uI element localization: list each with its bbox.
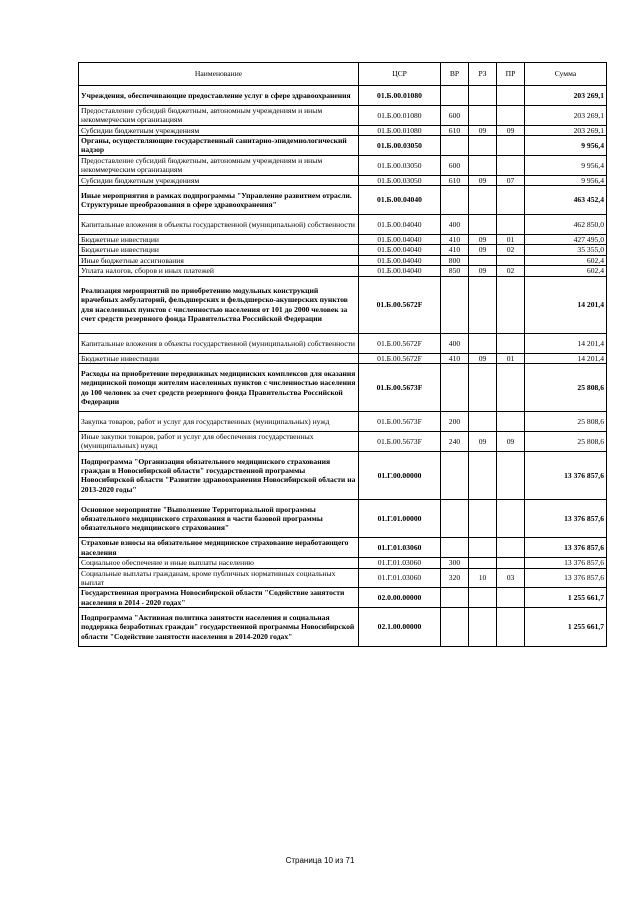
row-name: Бюджетные инвестиции (79, 245, 359, 255)
table-row (79, 175, 607, 185)
row-rz (469, 608, 497, 647)
row-pr (497, 499, 525, 538)
row-vr: 320 (441, 568, 469, 588)
row-vr (441, 186, 469, 215)
row-sum: 602,4 (525, 255, 607, 265)
row-csr: 01.Б.00.04040 (359, 266, 441, 276)
row-vr: 410 (441, 235, 469, 245)
table-row (79, 235, 607, 245)
row-rz (469, 255, 497, 265)
row-name: Уплата налогов, сборов и иных платежей (79, 266, 359, 276)
row-sum: 427 495,0 (525, 235, 607, 245)
row-vr: 850 (441, 266, 469, 276)
header-rz: РЗ (469, 63, 497, 86)
row-rz (469, 136, 497, 156)
table-row (79, 588, 607, 608)
row-pr (497, 334, 525, 354)
row-rz: 09 (469, 266, 497, 276)
row-sum: 14 201,4 (525, 276, 607, 333)
row-vr: 400 (441, 334, 469, 354)
row-vr: 200 (441, 412, 469, 432)
row-vr (441, 499, 469, 538)
row-rz (469, 499, 497, 538)
row-pr (497, 86, 525, 106)
row-rz: 10 (469, 568, 497, 588)
row-pr (497, 364, 525, 412)
row-vr: 600 (441, 105, 469, 125)
row-sum: 1 255 661,7 (525, 608, 607, 647)
row-rz (469, 451, 497, 499)
row-rz (469, 155, 497, 175)
header-sum: Сумма (525, 63, 607, 86)
row-name: Расходы на приобретение передвижных медицинских комплексов для оказания медицинской помощи жителям населенных пунктов с численностью населения до 100 человек за счет средств резервного фонда Правительства Российской Федерации (79, 364, 359, 412)
row-csr: 01.Б.00.04040 (359, 255, 441, 265)
row-name: Закупка товаров, работ и услуг для государственных (муниципальных) нужд (79, 412, 359, 432)
table-header-row (79, 63, 607, 86)
row-rz (469, 276, 497, 333)
row-csr: 01.Б.00.04040 (359, 186, 441, 215)
row-pr: 03 (497, 568, 525, 588)
row-sum: 14 201,4 (525, 353, 607, 363)
row-name: Подпрограмма "Активная политика занятости населения и социальная поддержка безработных граждан" государственной программы Новосибирской области "Содействие занятости населения в 2014-2020 годах" (79, 608, 359, 647)
row-name: Бюджетные инвестиции (79, 235, 359, 245)
row-csr: 01.Г.01.03060 (359, 568, 441, 588)
table-row (79, 334, 607, 354)
page-number: Страница 10 из 71 (285, 856, 355, 865)
row-rz (469, 186, 497, 215)
row-name: Страховые взносы на обязательное медицинское страхование неработающего населения (79, 538, 359, 558)
row-sum: 9 956,4 (525, 175, 607, 185)
row-sum: 35 355,0 (525, 245, 607, 255)
row-csr: 01.Б.00.5672F (359, 353, 441, 363)
row-sum: 13 376 857,6 (525, 568, 607, 588)
table-row (79, 136, 607, 156)
row-rz: 09 (469, 245, 497, 255)
row-sum: 13 376 857,6 (525, 538, 607, 558)
row-name: Предоставление субсидий бюджетным, автономным учреждениям и иным некоммерческим организациям (79, 105, 359, 125)
row-rz (469, 334, 497, 354)
row-vr: 240 (441, 432, 469, 452)
row-vr (441, 86, 469, 106)
row-name: Предоставление субсидий бюджетным, автономным учреждениям и иным некоммерческим организациям (79, 155, 359, 175)
row-sum: 203 269,1 (525, 105, 607, 125)
header-csr: ЦСР (359, 63, 441, 86)
row-name: Капитальные вложения в объекты государственной (муниципальной) собственности (79, 334, 359, 354)
row-sum: 13 376 857,6 (525, 558, 607, 568)
row-pr (497, 155, 525, 175)
table-row (79, 276, 607, 333)
table-row (79, 255, 607, 265)
row-csr: 01.Б.00.04040 (359, 245, 441, 255)
row-name: Государственная программа Новосибирской области "Содействие занятости населения в 2014 - 2020 годах" (79, 588, 359, 608)
row-sum: 25 808,6 (525, 412, 607, 432)
row-sum: 25 808,6 (525, 432, 607, 452)
row-sum: 1 255 661,7 (525, 588, 607, 608)
row-pr (497, 538, 525, 558)
table-body (79, 86, 607, 647)
row-vr: 800 (441, 255, 469, 265)
row-csr: 01.Г.01.00000 (359, 499, 441, 538)
row-csr: 02.0.00.00000 (359, 588, 441, 608)
row-vr: 600 (441, 155, 469, 175)
row-sum: 13 376 857,6 (525, 499, 607, 538)
row-name: Социальное обеспечение и иные выплаты населению (79, 558, 359, 568)
row-csr: 01.Б.00.01080 (359, 125, 441, 135)
row-name: Иные закупки товаров, работ и услуг для обеспечения государственных (муниципальных) нужд (79, 432, 359, 452)
row-rz (469, 364, 497, 412)
table-row (79, 353, 607, 363)
row-sum: 203 269,1 (525, 125, 607, 135)
table-row (79, 105, 607, 125)
row-name: Основное мероприятие "Выполнение Территориальной программы обязательного медицинского страхования в части базовой программы обязательного медицинского страхования" (79, 499, 359, 538)
row-pr: 02 (497, 245, 525, 255)
row-csr: 01.Г.01.03060 (359, 538, 441, 558)
row-sum: 9 956,4 (525, 136, 607, 156)
row-name: Иные мероприятия в рамках подпрограммы "Управление развитием отрасли. Структурные преобразования в сфере здравоохранения" (79, 186, 359, 215)
row-sum: 25 808,6 (525, 364, 607, 412)
table-row (79, 608, 607, 647)
row-sum: 9 956,4 (525, 155, 607, 175)
row-rz: 09 (469, 175, 497, 185)
row-csr: 01.Б.00.5673F (359, 364, 441, 412)
table-row (79, 432, 607, 452)
row-name: Иные бюджетные ассигнования (79, 255, 359, 265)
table-row (79, 499, 607, 538)
row-csr: 01.Б.00.03050 (359, 136, 441, 156)
row-csr: 01.Б.00.03050 (359, 155, 441, 175)
header-pr: ПР (497, 63, 525, 86)
table-row (79, 266, 607, 276)
row-pr (497, 105, 525, 125)
row-name: Реализация мероприятий по приобретению модульных конструкций врачебных амбулаторий, фельдшерских и фельдшерско-акушерских пунктов для населенных пунктов с численностью населения от 101 до 2000 человек за счет средств резервного фонда Правительства Российской Федерации (79, 276, 359, 333)
row-csr: 01.Б.00.04040 (359, 215, 441, 235)
row-vr (441, 588, 469, 608)
table-row (79, 568, 607, 588)
row-pr (497, 412, 525, 432)
row-pr: 07 (497, 175, 525, 185)
row-rz (469, 215, 497, 235)
row-pr: 01 (497, 235, 525, 245)
row-sum: 463 452,4 (525, 186, 607, 215)
table-row (79, 245, 607, 255)
row-sum: 14 201,4 (525, 334, 607, 354)
row-sum: 203 269,1 (525, 86, 607, 106)
row-pr (497, 186, 525, 215)
row-vr (441, 608, 469, 647)
table-row (79, 186, 607, 215)
row-name: Учреждения, обеспечивающие предоставление услуг в сфере здравоохранения (79, 86, 359, 106)
row-csr: 01.Б.00.04040 (359, 235, 441, 245)
table-row (79, 451, 607, 499)
row-name: Социальные выплаты гражданам, кроме публичных нормативных социальных выплат (79, 568, 359, 588)
row-vr (441, 136, 469, 156)
table-row (79, 538, 607, 558)
row-pr (497, 608, 525, 647)
row-vr: 610 (441, 125, 469, 135)
table-row (79, 558, 607, 568)
row-sum: 13 376 857,6 (525, 451, 607, 499)
row-pr (497, 588, 525, 608)
row-csr: 01.Б.00.5673F (359, 412, 441, 432)
header-vr: ВР (441, 63, 469, 86)
row-rz (469, 412, 497, 432)
row-pr (497, 276, 525, 333)
row-csr: 02.1.00.00000 (359, 608, 441, 647)
row-vr (441, 364, 469, 412)
row-csr: 01.Б.00.5672F (359, 276, 441, 333)
row-csr: 01.Г.00.00000 (359, 451, 441, 499)
row-rz: 09 (469, 432, 497, 452)
row-name: Капитальные вложения в объекты государственной (муниципальной) собственности (79, 215, 359, 235)
row-rz (469, 588, 497, 608)
row-name: Органы, осуществляющие государственный санитарно-эпидемиологический надзор (79, 136, 359, 156)
table-row (79, 215, 607, 235)
row-vr: 410 (441, 353, 469, 363)
row-rz: 09 (469, 353, 497, 363)
row-csr: 01.Б.00.5672F (359, 334, 441, 354)
row-rz (469, 86, 497, 106)
row-csr: 01.Г.01.03060 (359, 558, 441, 568)
table-row (79, 86, 607, 106)
row-rz (469, 105, 497, 125)
row-pr (497, 451, 525, 499)
row-vr: 300 (441, 558, 469, 568)
row-sum: 462 850,0 (525, 215, 607, 235)
row-pr (497, 255, 525, 265)
row-name: Субсидии бюджетным учреждениям (79, 175, 359, 185)
row-pr (497, 136, 525, 156)
row-vr (441, 538, 469, 558)
row-vr: 400 (441, 215, 469, 235)
budget-table (78, 62, 607, 647)
row-pr: 09 (497, 125, 525, 135)
table-row (79, 364, 607, 412)
row-pr: 02 (497, 266, 525, 276)
table-row (79, 155, 607, 175)
row-csr: 01.Б.00.5673F (359, 432, 441, 452)
header-name: Наименование (79, 63, 359, 86)
row-name: Бюджетные инвестиции (79, 353, 359, 363)
row-pr: 09 (497, 432, 525, 452)
row-pr: 01 (497, 353, 525, 363)
row-vr: 410 (441, 245, 469, 255)
table-row (79, 125, 607, 135)
row-rz (469, 558, 497, 568)
row-csr: 01.Б.00.01080 (359, 86, 441, 106)
row-vr (441, 276, 469, 333)
table-row (79, 412, 607, 432)
row-vr: 610 (441, 175, 469, 185)
row-csr: 01.Б.00.03050 (359, 175, 441, 185)
row-sum: 602,4 (525, 266, 607, 276)
row-rz: 09 (469, 125, 497, 135)
row-pr (497, 215, 525, 235)
row-rz: 09 (469, 235, 497, 245)
row-vr (441, 451, 469, 499)
row-name: Подпрограмма "Организация обязательного медицинского страхования граждан в Новосибирской области" государственной программы Новосибирской области "Развитие здравоохранения Новосибирской области на 2013-2020 годы" (79, 451, 359, 499)
row-name: Субсидии бюджетным учреждениям (79, 125, 359, 135)
row-pr (497, 558, 525, 568)
row-csr: 01.Б.00.01080 (359, 105, 441, 125)
row-rz (469, 538, 497, 558)
